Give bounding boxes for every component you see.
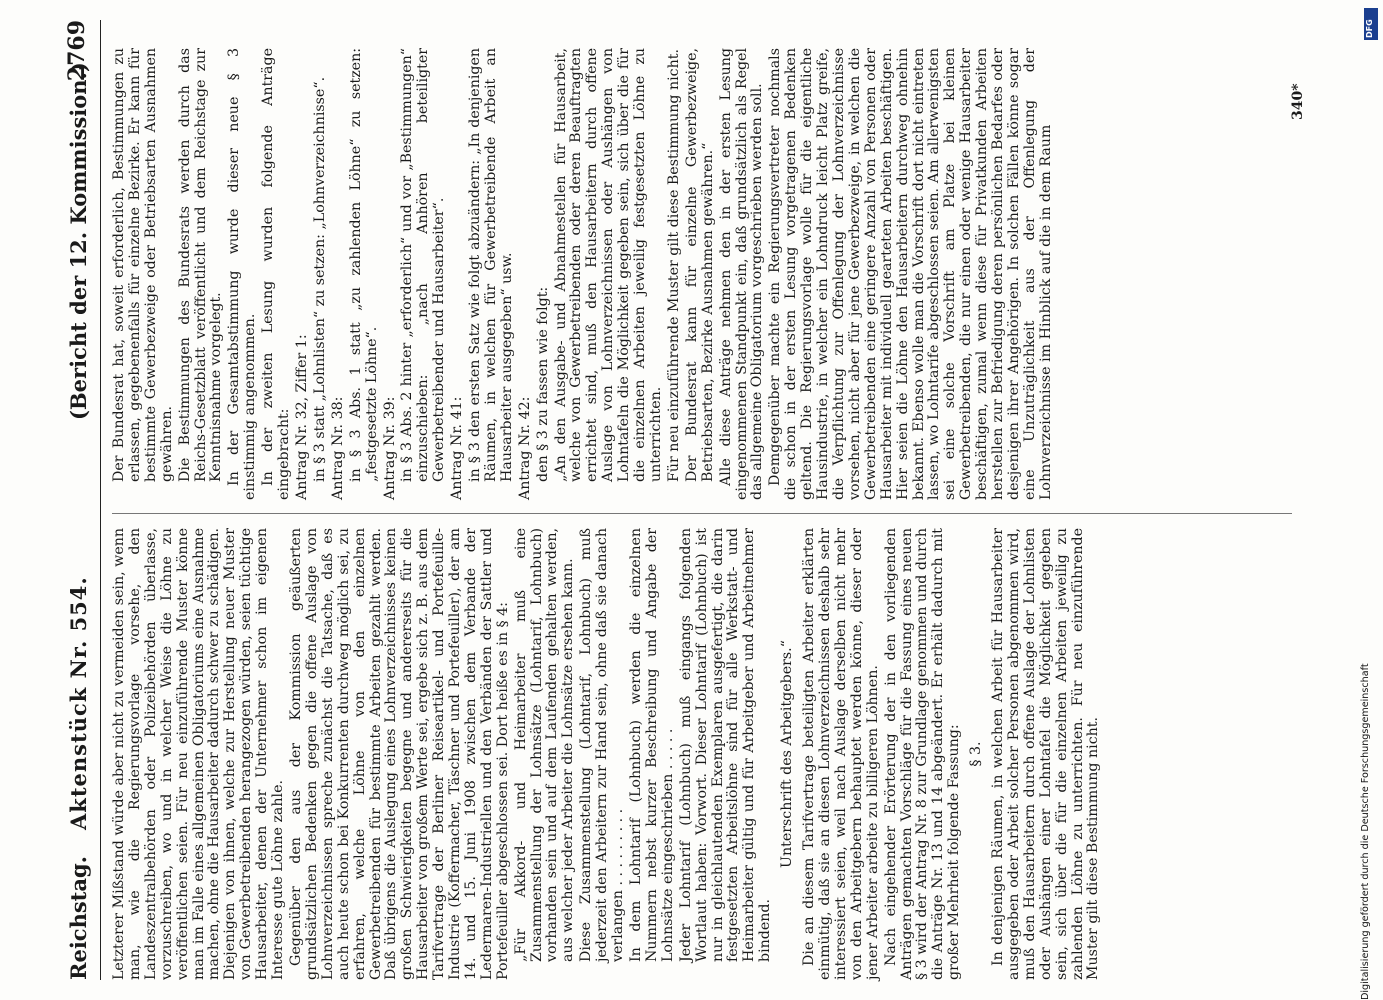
paragraph: Nach eingehender Erörterung der in den vorliegenden Anträgen gemachten Vorschläge für die Fassung eines neuen § 3 wird der Antrag Nr. 8 zur Grundlage genommen und durch die Anträge Nr. 13 und 14 abgeändert. Er erhält dadurch mit großer Mehrheit folgende Fassung: (882, 528, 963, 980)
funding-credit: Digitalisierung gefördert durch die Deutsche Forschungsgemeinschaft (1360, 663, 1371, 1000)
paragraph: In denjenigen Räumen, in welchen Arbeit für Hausarbeiter ausgegeben oder Arbeit solcher Personen abgenommen wird, muß den Hausarbeitern durch offene Auslage der Lohnlisten oder Aushängen einer Lohntafel die Möglichkeit gegeben sein, sich über die für die einzelnen Arbeiten jeweilig zu zahlenden Löhne zu unterrichten. Für neu einzuführende Muster gilt diese Bestimmung nicht. (990, 528, 1102, 980)
page-header (60, 20, 101, 980)
quote-paragraph: „Für Akkord- und Heimarbeiter muß eine Zusammenstellung der Lohnsätze (Lohntarif, Lohnbuch) vorhanden sein und auf dem Laufenden gehalten werden, aus welcher jeder Arbeiter die Lohnsätze ersehen kann. (512, 528, 577, 962)
rotated-page-content (60, 20, 1320, 980)
paragraph: Der Bundesrat hat, soweit erforderlich, Bestimmungen zu erlassen, gegebenenfalls für einzelne Bezirke. Er kann für bestimmte Gewerbezweige oder Betriebsarten Ausnahmen gewähren. (111, 48, 175, 482)
motion-heading: Antrag Nr. 38: (329, 396, 346, 500)
credit-strip (1360, 10, 1378, 1000)
quote-paragraph: Diese Zusammenstellung (Lohntarif, Lohnbuch) muß jederzeit den Arbeitern zur Hand sein, ohne daß sie danach verlangen . . . . . . . . . (578, 528, 627, 962)
motion-text: in § 3 Abs. 1 statt „zu zahlenden Löhne“ zu setzen: „festgesetzte Löhne“. (347, 48, 380, 482)
paragraph: In der zweiten Lesung wurden folgende Anträge eingebracht: (260, 48, 293, 500)
section-heading: § 3. (968, 741, 985, 767)
motion-text: in § 3 Abs. 2 hinter „erforderlich“ und vor „Bestimmungen“ einzuschieben: „nach Anhören beteiligter Gewerbetreibender und Hausarbeiter“. (399, 48, 448, 482)
page-number: 2769 (64, 20, 90, 82)
quote-paragraph: „An den Ausgabe- und Abnahmestellen für Hausarbeit, welche von Gewerbetreibenden oder deren Beauftragten errichtet sind, muß den Hausarbeitern durch offene Auslage von Lohnverzeichnissen oder Aushängen von Lohntafeln die Möglichkeit gegeben sein, sich über die für die einzelnen Arbeiten jeweilig festgesetzten Löhne zu unterrichten. (552, 48, 664, 482)
paragraph: Demgegenüber machte ein Regierungsvertreter nochmals die schon in der ersten Lesung vorgetragenen Bedenken geltend. Die Regierungsvorlage wolle für die eigentliche Hausindustrie, in welcher ein Lohndruck leicht Platz greife, die Verpflichtung zur Offenlegung der Lohnverzeichnisse vorsehen, nicht aber für jene Gewerbezweige, in welchen die Gewerbetreibenden eine geringere Anzahl von Personen oder Hausarbeiter mit individuell gearteten Arbeiten beschäftigen. Hier seien die Löhne den Hausarbeitern durchweg ohnehin bekannt. Ebenso wolle man die Vorschrift dort nicht eintreten lassen, wo Lohntarife abgeschlossen seien. Am allerwenigsten sei eine solche Vorschrift am Platze bei kleinen Gewerbetreibenden, die nur einen oder wenige Hausarbeiter beschäftigen, zumal wenn diese für Privatkunden Arbeiten herstellen zur Befriedigung deren persönlichen Bedarfes oder desjenigen ihrer Angehörigen. In solchen Fällen könne sogar eine Unzuträglichkeit aus der Offenlegung der Lohnverzeichnisse im Hinblick auf die in dem Raum (767, 48, 1054, 500)
dfg-logo: DFG (1364, 8, 1378, 40)
paragraph: Gegenüber den aus der Kommission geäußerten grundsätzlichen Bedenken gegen die offene Auslage von Lohnverzeichnissen spreche zunächst die Tatsache, daß es auch heute schon bei Konkurrenten durchweg möglich sei, zu erfahren, welche Löhne von den einzelnen Gewerbetreibenden für bestimmte Arbeiten gezahlt werden. Daß übrigens die Auslegung eines Lohnverzeichnisses keinen großen Schwierigkeiten begegne und andererseits für die Hausarbeiter von großem Werte sei, ergebe sich z. B. aus dem Tarifvertrage der Berliner Reiseartikel- und Portefeuille-Industrie (Koffermacher, Täschner und Portefeuiller), der am 14. und 15. Juni 1908 zwischen dem Verbande der Ledermaren-Industriellen und den Verbänden der Sattler und Portefeuiller abgeschlossen sei. Dort heiße es in § 4: (287, 528, 511, 980)
motion-heading: Antrag Nr. 39: (381, 396, 398, 500)
quote-paragraph: Der Bundesrat kann für einzelne Gewerbezweige, Betriebsarten, Bezirke Ausnahmen gewähren.“ (683, 48, 716, 482)
header-report-title: (Bericht der 12. Kommission.) (66, 62, 91, 420)
motion-text: in § 3 statt „Lohnlisten“ zu setzen: „Lohnverzeichnisse“. (311, 76, 328, 482)
header-document-number: Aktenstück Nr. 554. (66, 576, 91, 830)
left-column (112, 528, 1302, 980)
motion-heading: Antrag Nr. 32, Ziffer 1: (293, 334, 310, 500)
right-column (112, 48, 1302, 500)
column-divider (112, 513, 1292, 514)
motion-heading: Antrag Nr. 42: (516, 396, 533, 500)
paragraph: Die Bestimmungen des Bundesrats werden durch das Reichs-Gesetzblatt veröffentlicht und dem Reichstage zur Kenntnisnahme vorgelegt. (176, 48, 225, 482)
quote-paragraph: Für neu einzuführende Muster gilt diese Bestimmung nicht. (665, 49, 682, 482)
header-left: Reichstag. (66, 856, 91, 980)
paragraph: Letzterer Mißstand würde aber nicht zu vermeiden sein, wenn man, wie die Regierungsvorlage vorsehe, den Landeszentralbehörden oder Polizeibehörden überlasse, vorzuschreiben, wo und in welcher Weise die Löhne zu veröffentlichen seien. Für neu einzuführende Muster könne man im Falle eines allgemeinen Obligatoriums eine Ausnahme machen, ohne die Hausarbeiter dadurch schwer zu schädigen. Diejenigen von ihnen, welche zur Herstellung neuer Muster von Gewerbetreibenden herangezogen würden, seien tüchtige Hausarbeiter, denen der Unternehmer schon im eigenen Interesse gute Löhne zahle. (111, 528, 287, 980)
quote-paragraph: Jeder Lohntarif (Lohnbuch) muß eingangs folgenden Wortlaut haben: Vorwort. Dieser Lohntarif (Lohnbuch) ist nur in gleichlautenden Exemplaren ausgefertigt, die darin festgesetzten Arbeitslöhne sind für alle Werkstatt- und Heimarbeiter gültig und für Arbeitgeber und Arbeitnehmer bindend. (677, 528, 774, 962)
motion-heading: Antrag Nr. 41: (449, 396, 466, 500)
motion-text: in § 3 den ersten Satz wie folgt abzuändern: „In denjenigen Räumen, in welchen für Gewerbetreibende Arbeit an Hausarbeiter ausgegeben“ usw. (467, 48, 515, 482)
quote-paragraph: In dem Lohntarif (Lohnbuch) werden die einzelnen Nummern nebst kurzer Beschreibung und Angabe der Lohnsätze eingeschrieben . . . . . (628, 528, 676, 962)
paragraph: Alle diese Anträge nehmen den in der ersten Lesung eingenommenen Standpunkt ein, daß grundsätzlich als Regel das allgemeine Obligatorium vorgeschrieben werden soll. (717, 48, 766, 500)
paragraph: In der Gesamtabstimmung wurde dieser neue § 3 einstimmig angenommen. (226, 48, 259, 500)
quote-signature: Unterschrift des Arbeitgebers.“ (779, 640, 796, 868)
sheet-signature: 340* (1290, 83, 1306, 120)
motion-text: den § 3 zu fassen wie folgt: (534, 286, 551, 482)
paragraph: Die an diesem Tarifvertrage beteiligten Arbeiter erklärten einmütig, daß sie an diesen Lohnverzeichnissen deshalb sehr interessiert seien, weil nach Auslage derselben nicht mehr von den Arbeitgebern behauptet werden könne, dieser oder jener Arbeiter arbeite zu billigeren Löhnen. (801, 528, 881, 980)
